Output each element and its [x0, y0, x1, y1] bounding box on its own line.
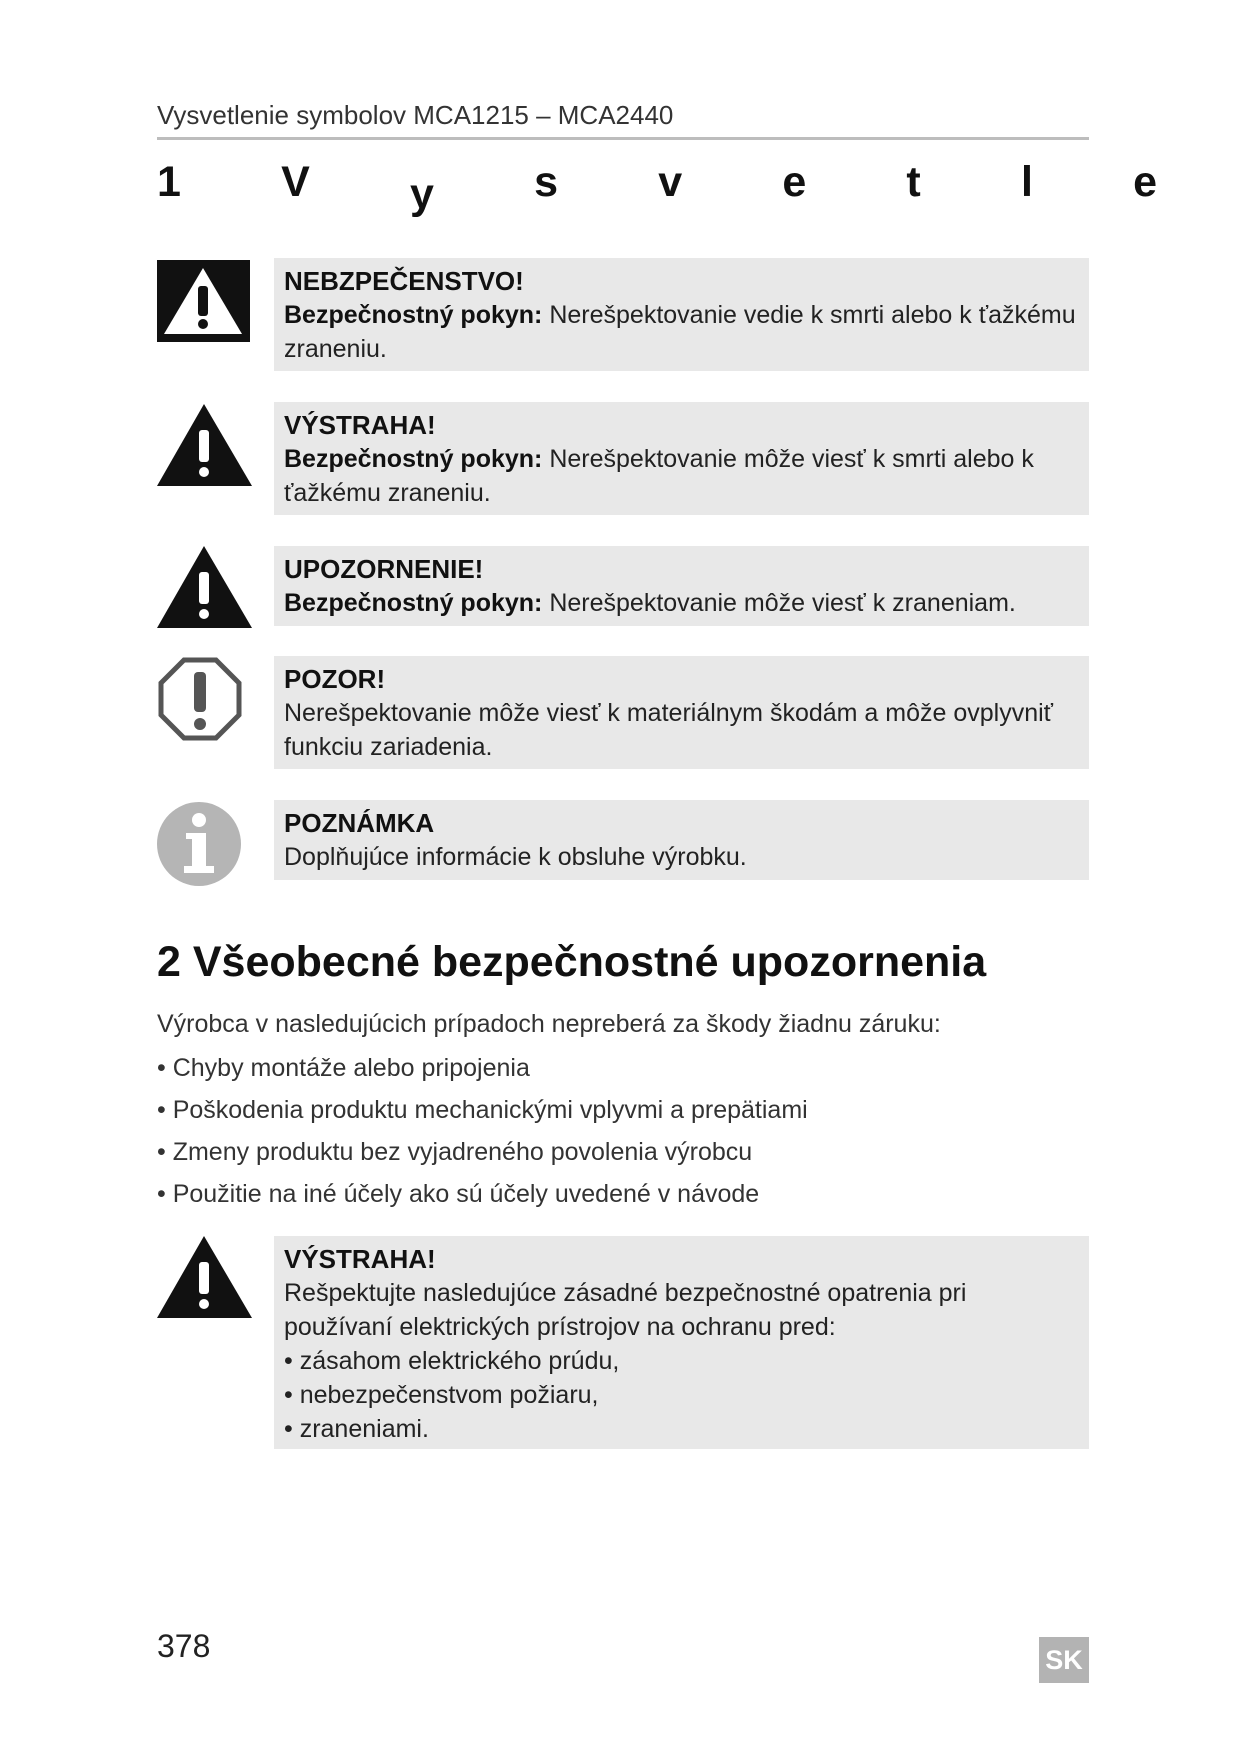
list-item: • zraneniami. — [284, 1412, 1079, 1446]
page-number: 378 — [157, 1628, 211, 1664]
notice-title: POZOR! — [284, 664, 386, 694]
attention-octagon-icon — [157, 656, 257, 746]
notice-title: VÝSTRAHA! — [284, 1244, 436, 1274]
header-text: Vysvetlenie symbolov MCA1215 – MCA2440 — [157, 100, 674, 130]
title-letter: e — [1133, 158, 1157, 206]
title-letter: e — [782, 158, 807, 206]
notice-box — [274, 258, 1089, 371]
list-item: • zásahom elektrického prúdu, — [284, 1344, 1079, 1378]
danger-warning-icon — [157, 258, 257, 348]
notice-body — [284, 586, 1079, 620]
notice-text: Nerešpektovanie môže viesť k materiálnym škodám a môže ovplyvniť funkciu zariadenia. — [284, 699, 1054, 761]
notice-text: Nerešpektovanie môže viesť k smrti alebo k ťažkému zraneniu. — [284, 445, 1034, 507]
language-badge: SK — [1039, 1637, 1089, 1683]
caution-triangle-icon — [157, 546, 257, 636]
list-item: • Poškodenia produktu mechanickými vplyvmi a prepätiami — [157, 1094, 1089, 1136]
notice-label: Bezpečnostný pokyn: — [284, 301, 543, 329]
notice-label: Bezpečnostný pokyn: — [284, 589, 543, 617]
warning-triangle-icon — [157, 402, 257, 492]
notice-text: Nerešpektovanie vedie k smrti alebo k ťažkému zraneniu. — [284, 301, 1076, 363]
notice-text: Doplňujúce informácie k obsluhe výrobku. — [284, 843, 747, 871]
notice-label: Bezpečnostný pokyn: — [284, 445, 543, 473]
title-letter: 1 — [157, 158, 181, 206]
list-item: • nebezpečenstvom požiaru, — [284, 1378, 1079, 1412]
notice-title: VÝSTRAHA! — [284, 410, 436, 440]
notice-title: NEBZPEČENSTVO! — [284, 266, 524, 296]
title-letter: y — [409, 170, 434, 218]
notice-box — [274, 1236, 1089, 1449]
hazard-list — [284, 1344, 1079, 1446]
title-letter: V — [281, 158, 310, 206]
chapter-2-title: 2 Všeobecné bezpečnostné upozornenia — [157, 938, 987, 986]
notice-text: Nerešpektovanie môže viesť k zraneniam. — [549, 589, 1016, 617]
notice-text: Rešpektujte nasledujúce zásadné bezpečnostné opatrenia pri používaní elektrických prístrojov na ochranu pred: — [284, 1279, 967, 1341]
warning-triangle-icon — [157, 1236, 257, 1326]
notice-box — [274, 656, 1089, 769]
info-icon — [157, 800, 257, 890]
title-letter: s — [534, 158, 559, 206]
notice-box — [274, 546, 1089, 626]
notice-title: POZNÁMKA — [284, 808, 435, 838]
notice-body — [284, 442, 1079, 510]
title-letter: v — [658, 158, 683, 206]
notice-body — [284, 298, 1079, 366]
notice-box — [274, 402, 1089, 515]
running-header — [157, 100, 1089, 140]
title-letter: t — [906, 158, 921, 206]
list-item: • Chyby montáže alebo pripojenia — [157, 1052, 1089, 1094]
list-item: • Zmeny produktu bez vyjadreného povolenia výrobcu — [157, 1136, 1089, 1178]
chapter-1-title — [157, 158, 1157, 218]
notice-box — [274, 800, 1089, 880]
liability-list — [157, 1052, 1089, 1220]
list-item: • Použitie na iné účely ako sú účely uvedené v návode — [157, 1178, 1089, 1220]
title-letter: l — [1020, 158, 1033, 206]
chapter-2-intro: Výrobca v nasledujúcich prípadoch nepreberá za škody žiadnu záruku: — [157, 1010, 941, 1038]
notice-title: UPOZORNENIE! — [284, 554, 484, 584]
